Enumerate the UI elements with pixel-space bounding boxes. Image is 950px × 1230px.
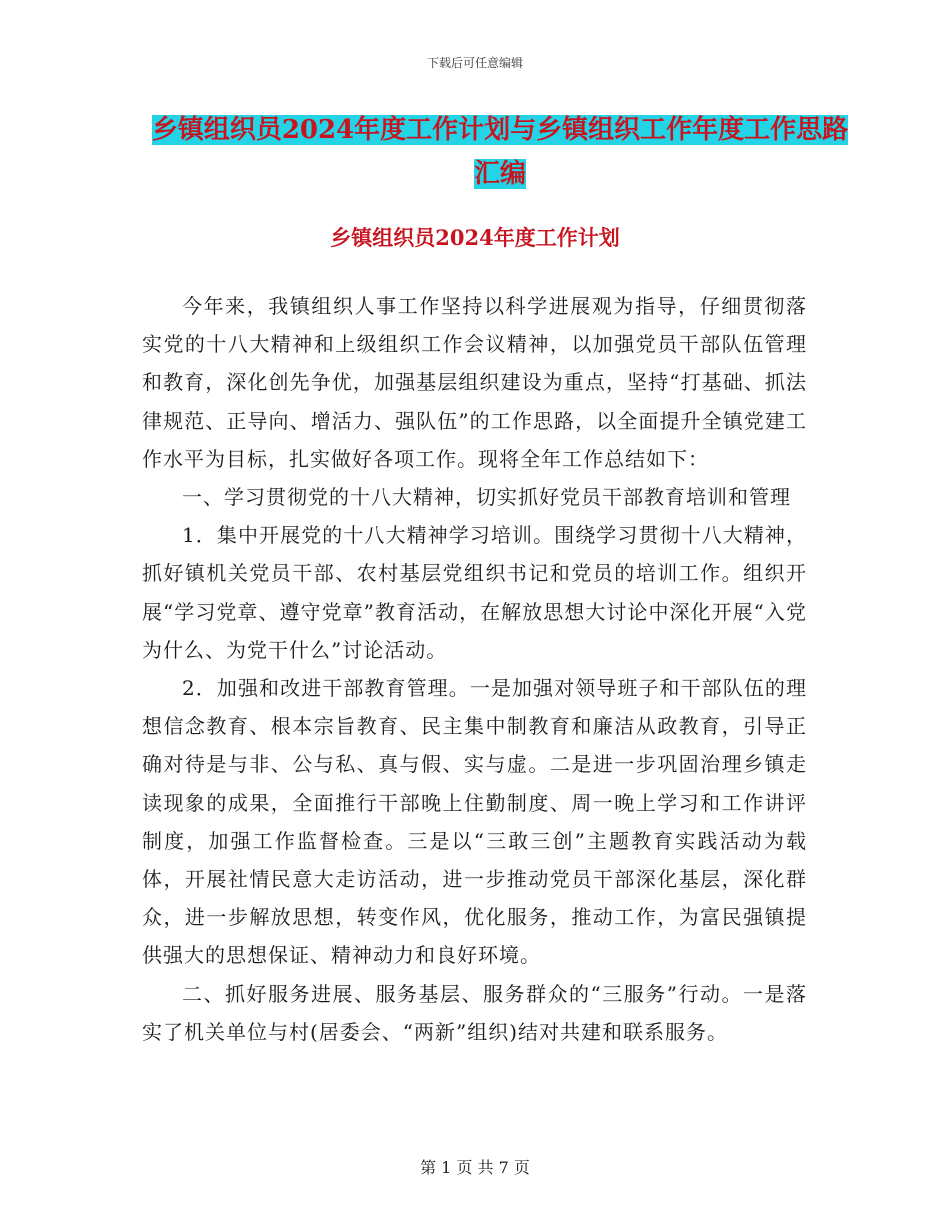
section-title: 乡镇组织员2024年度工作计划: [330, 225, 620, 250]
page-footer: 第 1 页 共 7 页: [420, 1158, 530, 1177]
document-title-text: 乡镇组织员2024年度工作计划与乡镇组织工作年度工作思路汇编: [151, 115, 849, 189]
body-text: [142, 287, 807, 1051]
paragraph-item-2: 2．加强和改进干部教育管理。一是加强对领导班子和干部队伍的理想信念教育、根本宗旨教育、民主集中制教育和廉洁从政教育，引导正确对待是与非、公与私、真与假、实与虚。二是进一步巩固治理乡镇走读现象的成果，全面推行干部晚上住勤制度、周一晚上学习和工作讲评制度，加强工作监督检查。三是以“三敢三创”主题教育实践活动为载体，开展社情民意大走访活动，进一步推动党员干部深化基层，深化群众，进一步解放思想，转变作风，优化服务，推动工作，为富民强镇提供强大的思想保证、精神动力和良好环境。: [142, 676, 807, 968]
paragraph-intro: 今年来，我镇组织人事工作坚持以科学进展观为指导，仔细贯彻落实党的十八大精神和上级组织工作会议精神，以加强党员干部队伍管理和教育，深化创先争优，加强基层组织建设为重点，坚持“打基础、抓法律规范、正导向、增活力、强队伍”的工作思路，以全面提升全镇党建工作水平为目标，扎实做好各项工作。现将全年工作总结如下：: [142, 294, 807, 471]
paragraph-heading-1: 一、学习贯彻党的十八大精神，切实抓好党员干部教育培训和管理: [182, 485, 791, 510]
paragraph-item-1: 1．集中开展党的十八大精神学习培训。围绕学习贯彻十八大精神，抓好镇机关党员干部、农村基层党组织书记和党员的培训工作。组织开展“学习党章、遵守党章”教育活动，在解放思想大讨论中深化开展“入党为什么、为党干什么”讨论活动。: [142, 523, 807, 662]
paragraph-heading-2: 二、抓好服务进展、服务基层、服务群众的“三服务”行动。一是落实了机关单位与村(居委会、“两新”组织)结对共建和联系服务。: [142, 981, 807, 1044]
header-note: 下载后可任意编辑: [426, 56, 523, 70]
document-title: [140, 108, 860, 196]
